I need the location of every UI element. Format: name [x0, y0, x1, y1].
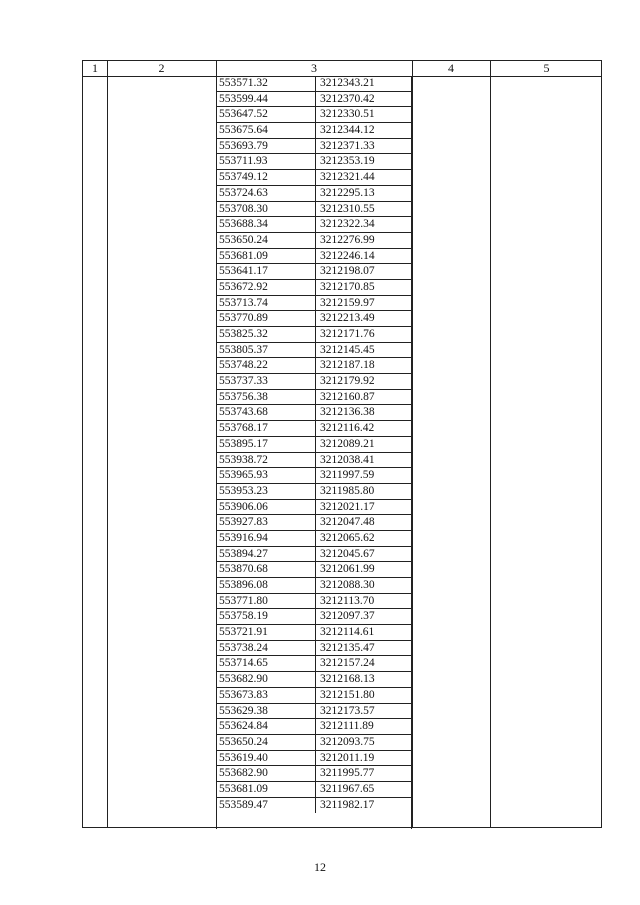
column-divider	[107, 61, 108, 827]
y-coordinate: 3212061.99	[320, 563, 375, 576]
x-coordinate: 553619.40	[217, 751, 316, 766]
x-coordinate: 553927.83	[217, 515, 316, 530]
x-coordinate: 553896.08	[217, 578, 316, 593]
y-coordinate: 3212343.21	[320, 77, 375, 89]
x-coordinate: 553693.79	[217, 139, 316, 154]
x-coordinate: 553916.94	[217, 531, 316, 546]
y-coordinate: 3212198.07	[320, 265, 375, 278]
x-coordinate: 553681.09	[217, 782, 316, 797]
y-coordinate: 3212322.34	[320, 218, 375, 231]
x-coordinate: 553589.47	[217, 798, 316, 814]
header-col-5: 5	[543, 61, 550, 75]
table-row	[217, 468, 411, 484]
header-col-1: 1	[92, 61, 98, 75]
y-coordinate: 3212114.61	[320, 626, 375, 639]
table-row	[217, 139, 411, 155]
y-coordinate: 3212089.21	[320, 437, 375, 450]
x-coordinate: 553647.52	[217, 107, 316, 122]
table-row	[217, 547, 411, 563]
y-coordinate: 3212065.62	[320, 531, 375, 544]
x-coordinate: 553758.19	[217, 609, 316, 624]
table-row	[217, 704, 411, 720]
y-coordinate: 3212276.99	[320, 233, 375, 246]
y-coordinate: 3212157.24	[320, 657, 375, 670]
table-row	[217, 578, 411, 594]
y-coordinate: 3212168.13	[320, 673, 375, 686]
y-coordinate: 3212088.30	[320, 579, 375, 591]
table-row	[217, 327, 411, 343]
y-coordinate: 3212330.51	[320, 108, 375, 121]
table-row	[217, 217, 411, 233]
table-row	[217, 186, 411, 202]
table-row	[217, 311, 411, 327]
table-row	[217, 437, 411, 453]
y-coordinate: 3212371.33	[320, 139, 375, 152]
table-row	[217, 76, 411, 92]
y-coordinate: 3212047.48	[320, 516, 375, 529]
x-coordinate: 553770.89	[217, 311, 316, 326]
table-row	[217, 531, 411, 547]
x-coordinate: 553673.83	[217, 688, 316, 703]
table-row	[217, 688, 411, 704]
y-coordinate: 3212370.42	[320, 92, 375, 105]
y-coordinate: 3212011.19	[320, 751, 375, 764]
x-coordinate: 553681.09	[217, 249, 316, 264]
y-coordinate: 3212170.85	[320, 280, 375, 293]
table-row	[217, 798, 411, 814]
x-coordinate: 553672.92	[217, 280, 316, 295]
table-row	[217, 280, 411, 296]
x-coordinate: 553938.72	[217, 453, 316, 468]
x-coordinate: 553771.80	[217, 594, 316, 609]
x-coordinate: 553711.93	[217, 154, 316, 169]
x-coordinate: 553571.32	[217, 76, 316, 91]
table-row	[217, 92, 411, 108]
table-row	[217, 500, 411, 516]
y-coordinate: 3211982.17	[320, 798, 375, 811]
y-coordinate: 3212295.13	[320, 186, 375, 199]
table-header-row	[83, 61, 601, 77]
x-coordinate: 553650.24	[217, 233, 316, 248]
y-coordinate: 3211997.59	[320, 469, 375, 482]
coordinate-pairs	[216, 76, 412, 829]
page-number: 12	[314, 860, 326, 874]
x-coordinate: 553805.37	[217, 343, 316, 358]
x-coordinate: 553629.38	[217, 704, 316, 719]
table-row	[217, 374, 411, 390]
table-row	[217, 751, 411, 767]
x-coordinate: 553894.27	[217, 547, 316, 562]
x-coordinate: 553953.23	[217, 484, 316, 499]
x-coordinate: 553768.17	[217, 421, 316, 436]
table-row	[217, 405, 411, 421]
y-coordinate: 3211995.77	[320, 767, 375, 780]
x-coordinate: 553641.17	[217, 264, 316, 279]
table-row	[217, 515, 411, 531]
x-coordinate: 553743.68	[217, 405, 316, 420]
y-coordinate: 3212160.87	[320, 390, 375, 403]
x-coordinate: 553599.44	[217, 92, 316, 107]
x-coordinate: 553650.24	[217, 735, 316, 750]
y-coordinate: 3212151.80	[320, 688, 375, 701]
table-row	[217, 421, 411, 437]
y-coordinate: 3212321.44	[320, 171, 375, 184]
table-row	[217, 343, 411, 359]
x-coordinate: 553675.64	[217, 123, 316, 138]
table-row	[217, 202, 411, 218]
y-coordinate: 3212213.49	[320, 312, 375, 325]
x-coordinate: 553713.74	[217, 296, 316, 311]
y-coordinate: 3212179.92	[320, 375, 375, 388]
x-coordinate: 553895.17	[217, 437, 316, 452]
x-coordinate: 553737.33	[217, 374, 316, 389]
table-row	[217, 233, 411, 249]
x-coordinate: 553738.24	[217, 641, 316, 656]
x-coordinate: 553682.90	[217, 766, 316, 781]
y-coordinate: 3212093.75	[320, 735, 375, 748]
table-row	[217, 484, 411, 500]
table-row	[217, 735, 411, 751]
x-coordinate: 553724.63	[217, 186, 316, 201]
table-row	[217, 594, 411, 610]
y-coordinate: 3212310.55	[320, 202, 375, 215]
y-coordinate: 3211985.80	[320, 484, 375, 497]
y-coordinate: 3212111.89	[320, 720, 374, 733]
table-row	[217, 609, 411, 625]
table-row	[217, 562, 411, 578]
y-coordinate: 3212097.37	[320, 610, 375, 623]
x-coordinate: 553870.68	[217, 562, 316, 577]
table-row	[217, 170, 411, 186]
x-coordinate: 553708.30	[217, 202, 316, 217]
y-coordinate: 3212113.70	[320, 594, 375, 607]
x-coordinate: 553749.12	[217, 170, 316, 185]
table-row	[217, 766, 411, 782]
x-coordinate: 553756.38	[217, 390, 316, 405]
x-coordinate: 553682.90	[217, 672, 316, 687]
y-coordinate: 3212038.41	[320, 453, 375, 466]
table-row	[217, 453, 411, 469]
x-coordinate: 553688.34	[217, 217, 316, 232]
table-row	[217, 782, 411, 798]
x-coordinate: 553748.22	[217, 358, 316, 373]
table-row	[217, 719, 411, 735]
table-row	[217, 625, 411, 641]
table-row	[217, 123, 411, 139]
x-coordinate: 553825.32	[217, 327, 316, 342]
y-coordinate: 3212173.57	[320, 704, 375, 717]
header-col-2: 2	[158, 61, 165, 75]
y-coordinate: 3212136.38	[320, 406, 375, 419]
column-divider	[412, 61, 413, 827]
y-coordinate: 3212135.47	[320, 641, 375, 654]
table-row	[217, 390, 411, 406]
y-coordinate: 3212116.42	[320, 422, 375, 435]
y-coordinate: 3212159.97	[320, 296, 375, 309]
x-coordinate: 553906.06	[217, 500, 316, 515]
table-row	[217, 296, 411, 312]
y-coordinate: 3212246.14	[320, 249, 375, 262]
y-coordinate: 3212353.19	[320, 155, 375, 168]
table-row	[217, 249, 411, 265]
header-col-4: 4	[448, 61, 454, 75]
y-coordinate: 3212171.76	[320, 328, 375, 340]
y-coordinate: 3212145.45	[320, 343, 375, 356]
y-coordinate: 3212344.12	[320, 124, 375, 137]
table-row	[217, 656, 411, 672]
x-coordinate: 553721.91	[217, 625, 316, 640]
table-row	[217, 358, 411, 374]
x-coordinate: 553624.84	[217, 719, 316, 734]
y-coordinate: 3212021.17	[320, 500, 375, 513]
header-col-3: 3	[311, 61, 317, 75]
table-row	[217, 264, 411, 280]
column-divider	[490, 61, 491, 827]
y-coordinate: 3211967.65	[320, 782, 375, 795]
table-row	[217, 641, 411, 657]
y-coordinate: 3212045.67	[320, 547, 375, 560]
table-row	[217, 672, 411, 688]
table-row	[217, 107, 411, 123]
x-coordinate: 553714.65	[217, 656, 316, 671]
y-coordinate: 3212187.18	[320, 359, 375, 372]
x-coordinate: 553965.93	[217, 468, 316, 483]
table-row	[217, 154, 411, 170]
